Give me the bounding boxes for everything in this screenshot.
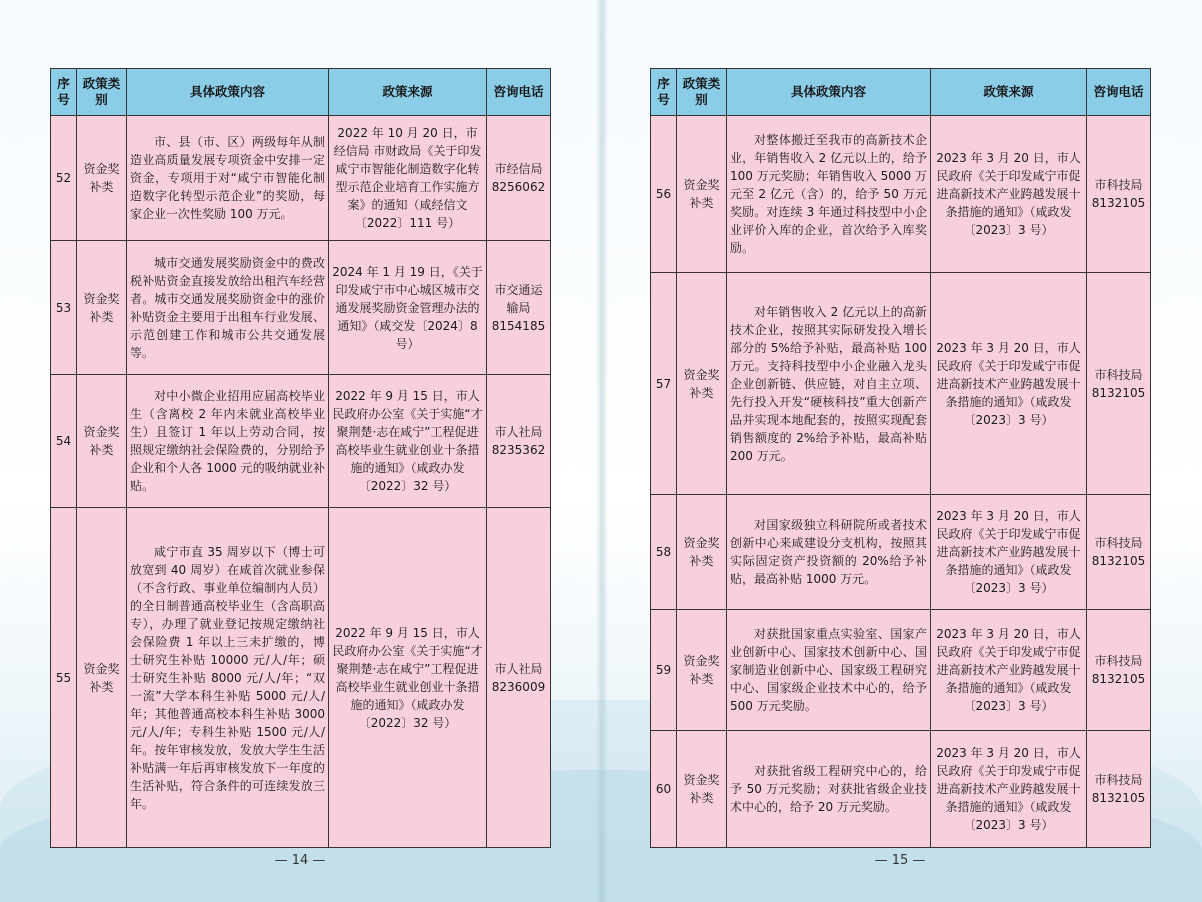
row-number: 59: [651, 610, 677, 731]
page-number: — 15 —: [874, 853, 926, 868]
row-number: 54: [51, 375, 77, 508]
policy-content: 对获批国家重点实验室、国家产业创新中心、国家技术创新中心、国家制造业创新中心、国家级工程研究中心、国家级企业技术中心的，给予 500 万元奖励。: [727, 610, 931, 731]
header-no: 序号: [651, 69, 677, 116]
policy-content: 城市交通发展奖励资金中的费改税补贴资金直接发放给出租汽车经营者。城市交通发展奖励资金中的涨价补贴资金主要用于出租车行业发展、示范创建工作和城市公共交通发展等。: [127, 241, 329, 375]
page-number: — 14 —: [274, 853, 326, 868]
policy-type: 资金奖补类: [677, 495, 727, 610]
row-number: 58: [651, 495, 677, 610]
policy-table-left: [50, 68, 551, 848]
contact-phone: 市科技局 8132105: [1087, 116, 1151, 273]
policy-source: 2023 年 3 月 20 日，市人民政府《关于印发咸宁市促进高新技术产业跨越发展十条措施的通知》（咸政发〔2023〕3 号）: [931, 731, 1087, 848]
policy-content: 对年销售收入 2 亿元以上的高新技术企业，按照其实际研发投入增长部分的 5%给予补贴，最高补贴 100 万元。支持科技型中小企业融入龙头企业创新链、供应链，对自主立项、先行投入开发“硬核科技”重大创新产品并实现本地配套的，按照实现配套销售额度的 2%给予补贴，最高补贴 200 万元。: [727, 273, 931, 495]
contact-phone: 市科技局 8132105: [1087, 495, 1151, 610]
contact-phone: 市科技局 8132105: [1087, 731, 1151, 848]
policy-type: 资金奖补类: [77, 508, 127, 848]
policy-content: 咸宁市直 35 周岁以下（博士可放宽到 40 周岁）在咸首次就业参保（不含行政、事业单位编制内人员）的全日制普通高校毕业生（含高职高专），办理了就业登记按规定缴纳社会保险费 1 年以上三未扩缴的，博士研究生补贴 10000 元/人/年；硕士研究生补贴 8000 元/人/年；“双一流”大学本科生补贴 5000 元/人/年；其他普通高校本科生补贴 3000 元/人/年；专科生补贴 1500 元/人/年。按年审核发放，发放大学生生活补贴满一年后再审核发放下一年度的生活补贴，符合条件的可连续发放三年。: [127, 508, 329, 848]
policy-source: 2022 年 10 月 20 日，市经信局 市财政局《关于印发咸宁市智能化制造数字化转型示范企业培育工作实施方案》的通知（咸经信文〔2022〕111 号）: [329, 116, 487, 241]
contact-phone: 市科技局 8132105: [1087, 273, 1151, 495]
row-number: 53: [51, 241, 77, 375]
contact-phone: 市交通运输局 8154185: [487, 241, 551, 375]
policy-content: 对获批省级工程研究中心的，给予 50 万元奖励；对获批省级企业技术中心的，给予 20 万元奖励。: [727, 731, 931, 848]
policy-source: 2023 年 3 月 20 日，市人民政府《关于印发咸宁市促进高新技术产业跨越发展十条措施的通知》（咸政发〔2023〕3 号）: [931, 610, 1087, 731]
row-number: 55: [51, 508, 77, 848]
policy-source: 2022 年 9 月 15 日，市人民政府办公室《关于实施“才聚荆楚·志在咸宁”工程促进高校毕业生就业创业十条措施的通知》（咸政办发〔2022〕32 号）: [329, 508, 487, 848]
policy-content: 对中小微企业招用应届高校毕业生（含离校 2 年内未就业高校毕业生）且签订 1 年以上劳动合同，按照规定缴纳社会保险费的，分别给予企业和个人各 1000 元的吸纳就业补贴。: [127, 375, 329, 508]
policy-source: 2023 年 3 月 20 日，市人民政府《关于印发咸宁市促进高新技术产业跨越发展十条措施的通知》（咸政发〔2023〕3 号）: [931, 273, 1087, 495]
contact-phone: 市人社局 8236009: [487, 508, 551, 848]
table-header-row: [51, 69, 551, 116]
header-phone: 咨询电话: [1087, 69, 1151, 116]
policy-type: 资金奖补类: [77, 241, 127, 375]
table-row: [51, 116, 551, 241]
row-number: 52: [51, 116, 77, 241]
policy-content: 市、县（市、区）两级每年从制造业高质量发展专项资金中安排一定资金，专项用于对“咸宁市智能化制造数字化转型示范企业”的奖励，每家企业一次性奖励 100 万元。: [127, 116, 329, 241]
policy-type: 资金奖补类: [77, 375, 127, 508]
policy-source: 2023 年 3 月 20 日，市人民政府《关于印发咸宁市促进高新技术产业跨越发展十条措施的通知》（咸政发〔2023〕3 号）: [931, 495, 1087, 610]
row-number: 60: [651, 731, 677, 848]
header-no: 序号: [51, 69, 77, 116]
header-type: 政策类别: [677, 69, 727, 116]
table-header-row: [651, 69, 1151, 116]
policy-source: 2023 年 3 月 20 日，市人民政府《关于印发咸宁市促进高新技术产业跨越发展十条措施的通知》（咸政发〔2023〕3 号）: [931, 116, 1087, 273]
contact-phone: 市人社局 8235362: [487, 375, 551, 508]
policy-source: 2022 年 9 月 15 日，市人民政府办公室《关于实施“才聚荆楚·志在咸宁”工程促进高校毕业生就业创业十条措施的通知》（咸政办发〔2022〕32 号）: [329, 375, 487, 508]
policy-type: 资金奖补类: [677, 610, 727, 731]
book-spine: [596, 0, 608, 902]
policy-type: 资金奖补类: [677, 116, 727, 273]
policy-type: 资金奖补类: [77, 116, 127, 241]
table-row: [51, 375, 551, 508]
table-row: [651, 731, 1151, 848]
table-row: [651, 495, 1151, 610]
table-row: [51, 241, 551, 375]
row-number: 57: [651, 273, 677, 495]
header-content: 具体政策内容: [127, 69, 329, 116]
header-phone: 咨询电话: [487, 69, 551, 116]
header-source: 政策来源: [329, 69, 487, 116]
table-row: [651, 116, 1151, 273]
policy-source: 2024 年 1 月 19 日，《关于印发咸宁市中心城区城市交通发展奖励资金管理办法的通知》（咸交发〔2024〕8 号）: [329, 241, 487, 375]
policy-content: 对国家级独立科研院所或者技术创新中心来咸建设分支机构，按照其实际固定资产投资额的 20%给予补贴，最高补贴 1000 万元。: [727, 495, 931, 610]
policy-table-right: [650, 68, 1151, 848]
table-row: [651, 610, 1151, 731]
contact-phone: 市科技局 8132105: [1087, 610, 1151, 731]
table-row: [51, 508, 551, 848]
header-source: 政策来源: [931, 69, 1087, 116]
table-row: [651, 273, 1151, 495]
policy-type: 资金奖补类: [677, 731, 727, 848]
policy-type: 资金奖补类: [677, 273, 727, 495]
header-content: 具体政策内容: [727, 69, 931, 116]
policy-content: 对整体搬迁至我市的高新技术企业，年销售收入 2 亿元以上的，给予 100 万元奖励；年销售收入 5000 万元至 2 亿元（含）的，给予 50 万元奖励。对连续 3 年通过科技型中小企业评价入库的企业，首次给予入库奖励。: [727, 116, 931, 273]
header-type: 政策类别: [77, 69, 127, 116]
row-number: 56: [651, 116, 677, 273]
contact-phone: 市经信局 8256062: [487, 116, 551, 241]
